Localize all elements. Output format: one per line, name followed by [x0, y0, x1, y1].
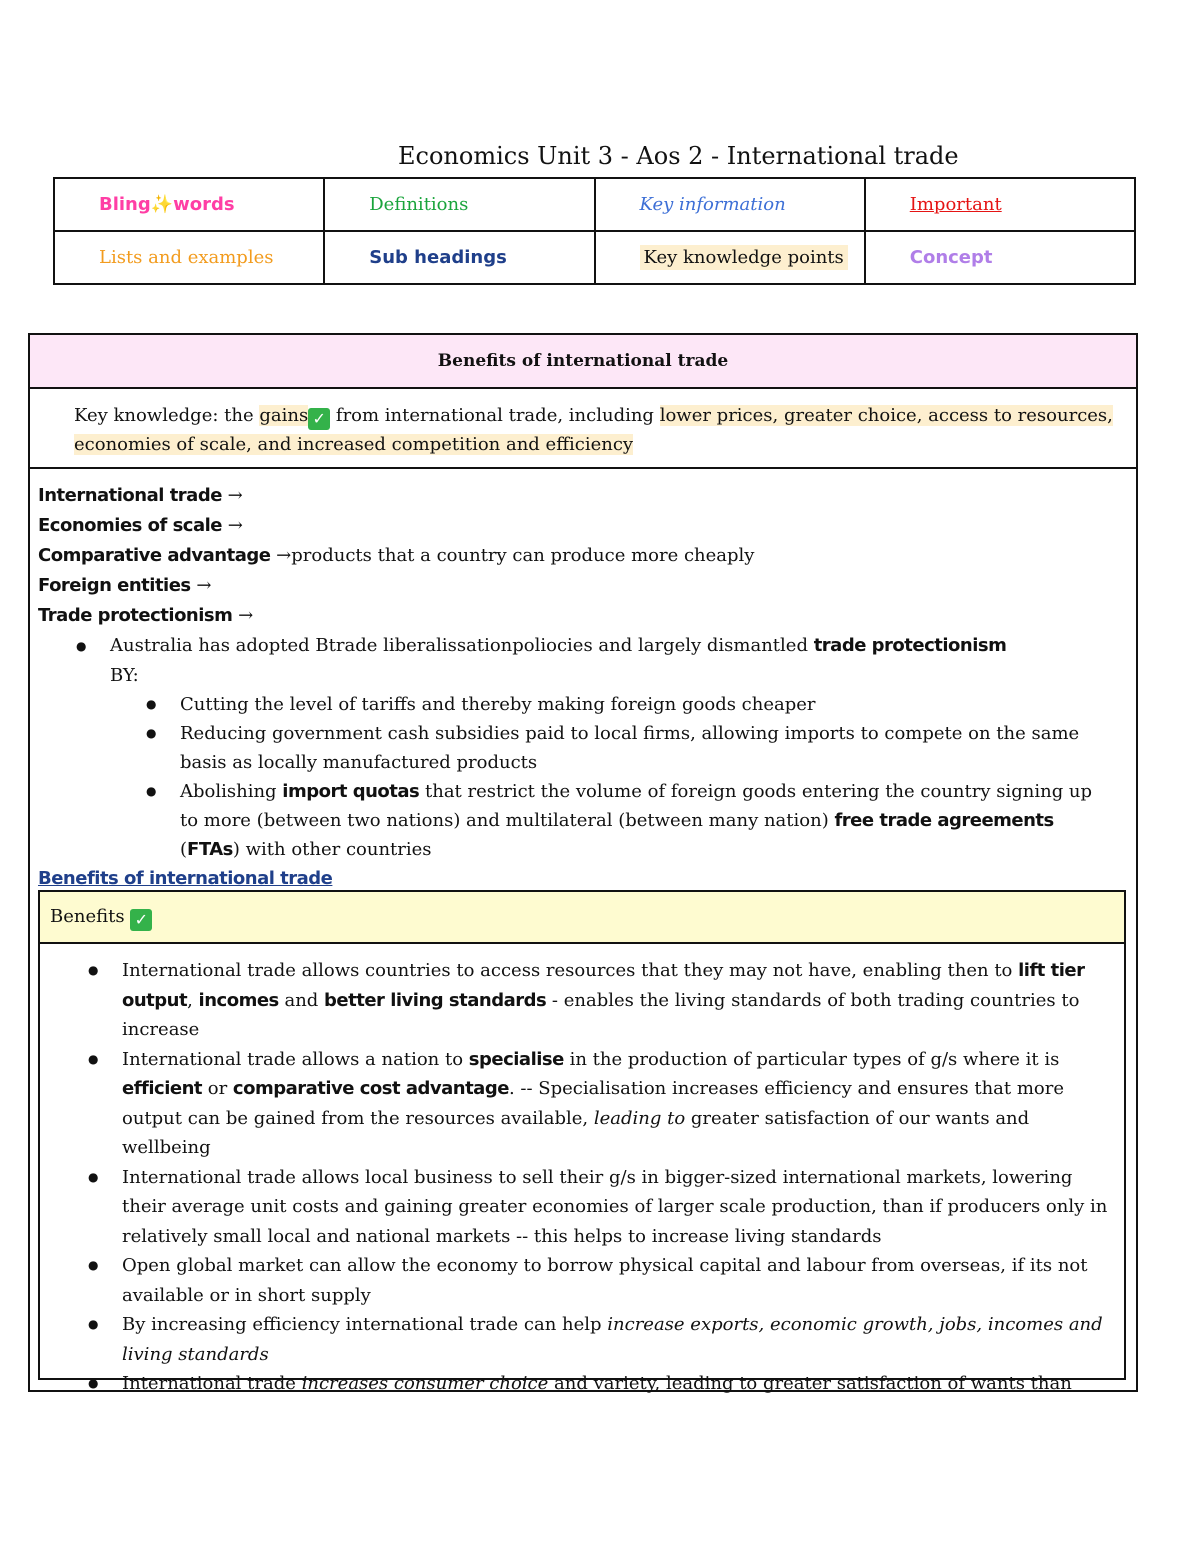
item-bold: free trade agreements: [834, 810, 1054, 831]
legend-lists-and-examples: Lists and examples: [99, 247, 274, 268]
list-item: ● Reducing government cash subsidies paid to local firms, allowing imports to compete on the same basis as locally manufactured products: [38, 719, 1110, 777]
item-italic: increases consumer choice: [301, 1373, 549, 1394]
item-bold: import quotas: [282, 781, 420, 802]
key-knowledge-row: [30, 389, 1136, 469]
item-bold: trade protectionism: [813, 635, 1007, 656]
benefits-section: [28, 333, 1138, 1392]
term-trade-protectionism: Trade protectionism: [38, 605, 233, 626]
item-text: International trade allows countries to access resources that they may not have, enabling then to: [122, 960, 1019, 981]
item-text: in the production of particular types of g/s where it is: [563, 1048, 1060, 1070]
item-text: - enables the living standards of both trading countries to increase: [122, 989, 1080, 1040]
sub-heading: Benefits of international trade: [38, 868, 333, 889]
arrow-icon: →: [190, 575, 212, 596]
item-bold: lift tier output: [122, 960, 1085, 1011]
term-foreign-entities: Foreign entities: [38, 575, 191, 596]
arrow-icon: →: [222, 515, 243, 536]
legend-cell-sub-headings: [324, 231, 594, 284]
term-line: [38, 481, 1128, 511]
list-item: ● Open global market can allow the economy to borrow physical capital and labour from overseas, if its not available or in short supply: [40, 1251, 1112, 1310]
item-bold: comparative cost advantage: [232, 1078, 509, 1099]
item-text: that restrict the volume of foreign goods entering the country signing up to more (between two nations) and multilateral (between many nation): [180, 781, 1093, 831]
list-item: [40, 1045, 1112, 1163]
item-text: Abolishing: [180, 781, 283, 802]
legend-sub-headings: Sub headings: [369, 247, 507, 268]
item-text: and: [278, 989, 325, 1011]
legend-cell-important: [865, 178, 1135, 231]
item-text: By increasing efficiency international trade can help: [122, 1314, 608, 1335]
kk-list: lower prices, greater choice, access to resources, economies of scale, and increased competition and efficiency: [74, 405, 1113, 455]
term-line: [38, 571, 1128, 601]
term-international-trade: International trade: [38, 485, 222, 506]
list-item: [38, 631, 1128, 661]
by-label: BY:: [110, 665, 139, 686]
item-bold: specialise: [468, 1048, 564, 1070]
page-title: Economics Unit 3 - Aos 2 - International trade: [398, 142, 959, 170]
legend-definitions: Definitions: [369, 194, 469, 215]
legend-cell-lists: [54, 231, 324, 284]
check-icon: ✓: [130, 909, 152, 931]
term-line: [38, 541, 1128, 571]
item-text: or: [202, 1078, 233, 1099]
term-line: [38, 511, 1128, 541]
section-content: [38, 481, 1128, 894]
list-item: [38, 777, 1110, 864]
kk-middle: from international trade, including: [330, 405, 660, 426]
item-italic: leading to: [593, 1107, 686, 1129]
legend-cell-kkp: [595, 231, 865, 284]
arrow-icon: →: [232, 605, 254, 626]
legend-cell-concept: [865, 231, 1135, 284]
term-text: products that a country can produce more cheaply: [291, 545, 755, 566]
check-icon: ✓: [308, 408, 330, 430]
list-item: ● International trade allows local business to sell their g/s in bigger-sized international markets, lowering their average unit costs and gaining greater economies of larger scale production, than if producers only in relatively small local and national markets -- this helps to increase living standards: [40, 1163, 1112, 1252]
item-italic: increase exports, economic growth, jobs, incomes and living standards: [122, 1314, 1103, 1365]
kk-prefix: Key knowledge: the: [74, 405, 260, 426]
legend-cell-definitions: [324, 178, 594, 231]
term-comparative-advantage: Comparative advantage: [38, 545, 271, 566]
item-text: International trade allows a nation to: [122, 1048, 469, 1070]
benefits-label: Benefits: [50, 906, 131, 927]
legend-cell-key-info: [595, 178, 865, 231]
item-text: International trade: [122, 1373, 302, 1394]
term-line: [38, 601, 1128, 631]
item-bold: FTAs: [187, 839, 233, 860]
key-knowledge-text: [74, 401, 1114, 459]
item-text: and variety, leading to greater satisfaction of wants than: [548, 1373, 1072, 1394]
item-text: Australia has adopted Btrade liberalissationpoliocies and largely dismantled: [110, 635, 814, 656]
section-header: Benefits of international trade: [30, 335, 1136, 389]
list-item: [40, 956, 1112, 1045]
arrow-icon: →: [270, 545, 292, 566]
item-bold: better living standards: [324, 989, 547, 1011]
item-bold: incomes: [198, 989, 279, 1011]
item-text: (: [180, 839, 188, 860]
item-text: ) with other countries: [232, 839, 432, 860]
list-item: [40, 1310, 1112, 1369]
list-item: ● Cutting the level of tariffs and thereby making foreign goods cheaper: [38, 690, 1110, 719]
item-text: . -- Specialisation increases efficiency and ensures that more output can be gained from the resources available,: [122, 1078, 1065, 1129]
list-item: [40, 1369, 1112, 1399]
legend-important: Important: [909, 194, 1002, 215]
legend-concept: Concept: [909, 247, 993, 268]
benefits-header: [40, 892, 1124, 944]
legend-table: [53, 177, 1136, 285]
item-text: greater satisfaction of our wants and wellbeing: [122, 1107, 1030, 1158]
protectionism-list: [38, 631, 1128, 661]
legend-cell-bling: [54, 178, 324, 231]
term-economies-of-scale: Economies of scale: [38, 515, 222, 536]
benefits-list: [40, 956, 1120, 1399]
legend-key-information: Key information: [639, 194, 786, 215]
kk-gains: gains: [259, 405, 309, 426]
item-bold: efficient: [122, 1078, 203, 1099]
benefits-box: [38, 890, 1126, 1394]
arrow-icon: →: [221, 485, 243, 506]
sub-points-list: [38, 690, 1128, 864]
legend-bling-words: Bling✨words: [99, 194, 235, 215]
legend-key-knowledge-points: Key knowledge points: [640, 245, 848, 270]
item-text: ,: [187, 989, 199, 1011]
